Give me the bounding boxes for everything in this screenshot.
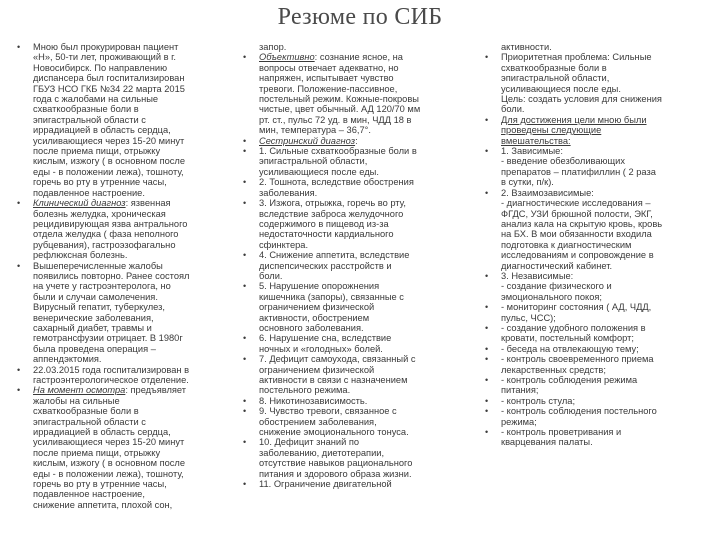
summary-paragraph <box>242 281 478 333</box>
paragraph-text: - создание физического и эмоционального покоя; <box>501 281 612 302</box>
paragraph-text: 10. Дефицит знаний по заболеванию, диетотерапии, отсутствие навыков рационального питания и здорового образа жизни. <box>259 437 413 479</box>
paragraph-text: 4. Снижение аппетита, вследствие диспепсических расстройств и боли. <box>259 250 410 281</box>
summary-paragraph <box>484 115 714 146</box>
summary-paragraph <box>484 375 714 396</box>
summary-paragraph <box>16 261 232 365</box>
summary-paragraph <box>484 52 714 94</box>
bullet-icon: • <box>17 385 21 396</box>
summary-paragraph <box>16 385 232 510</box>
summary-paragraph <box>242 354 478 396</box>
summary-paragraph <box>484 188 714 198</box>
paragraph-text: 7. Дефицит самоухода, связанный с ограничением физической активности в связи с назначением постельного режима. <box>259 354 416 396</box>
summary-paragraph <box>484 427 714 448</box>
bullet-icon: • <box>485 322 489 333</box>
summary-paragraph <box>242 198 478 250</box>
bullet-icon: • <box>17 364 21 375</box>
paragraph-text: Мною был прокурирован пациент «Н», 50-ти лет, проживающий в г. Новосибирск. По направлению диспансера был госпитализирован ГБУЗ НСО ГКБ №34 22 марта 2015 года с жалобами на сильные схваткообразные боли в эпигастральной области с иррадиацией в область сердца, усиливающиеся через 15-20 минут после приема пищи, отрыжку кислым, изжогу ( в основном после еды - в положении лежа), тошноту, горечь во рту в утренние часы, подавленное настроение. <box>33 42 186 198</box>
paragraph-text: : предъявляет жалобы на сильные схваткообразные боли в эпигастральной области с иррадиацией в область сердца, усиливающиеся через 15-20 минут после приема пищи, отрыжку кислым, изжогу ( в основном после еды - в положении лежа), тошноту, горечь во рту в утренние часы, подавленное настроение, снижение аппетита, плохой сон, <box>33 385 187 510</box>
paragraph-text: - контроль соблюдения постельного режима; <box>501 406 657 427</box>
paragraph-text: - введение обезболивающих препаратов – платифиллин ( 2 раза в сутки, п/к). <box>501 156 656 188</box>
paragraph-text: 2. Взаимозависимые: <box>501 187 594 198</box>
bullet-icon: • <box>485 114 489 125</box>
paragraph-text: : <box>355 135 358 146</box>
paragraph-heading: Клинический диагноз <box>33 198 126 209</box>
summary-paragraph <box>242 177 478 198</box>
bullet-icon: • <box>17 198 21 209</box>
paragraph-text: - контроль стула; <box>501 395 576 406</box>
bullet-icon: • <box>243 281 247 292</box>
bullet-icon: • <box>485 375 489 385</box>
bullet-icon: • <box>243 395 247 406</box>
summary-paragraph <box>484 271 714 281</box>
paragraph-heading: Сестринский диагноз <box>259 135 356 146</box>
bullet-icon: • <box>485 146 489 157</box>
summary-paragraph <box>484 344 714 354</box>
summary-paragraph <box>484 354 714 375</box>
summary-paragraph <box>16 42 232 198</box>
bullet-icon: • <box>243 52 247 63</box>
bullet-icon: • <box>243 146 247 157</box>
summary-paragraph <box>16 365 232 386</box>
paragraph-text: 6. Нарушение сна, вследствие ночных и «голодных» болей. <box>259 333 392 354</box>
paragraph-heading: На момент осмотра <box>33 385 126 396</box>
bullet-icon: • <box>485 270 489 281</box>
summary-paragraph <box>242 250 478 281</box>
paragraph-text: 5. Нарушение опорожнения кишечника (запоры), связанные с ограничением физической активности, обострением основного заболевания. <box>259 281 404 333</box>
bullet-icon: • <box>243 198 247 209</box>
paragraph-text: 8. Никотинозависимость. <box>259 395 368 406</box>
bullet-icon: • <box>243 406 247 417</box>
summary-paragraph <box>484 42 714 52</box>
summary-paragraph <box>484 198 714 271</box>
summary-paragraph <box>242 396 478 406</box>
paragraph-text: : язвенная болезнь желудка, хроническая рецидивирующая язва антрального отдела желудка ( фаза неполного рубцевания), гастроэзофагально рефлюксная болезнь. <box>33 198 188 261</box>
paragraph-text: Для достижения цели мною были проведены следующие вмешательства: <box>501 114 647 146</box>
paragraph-text: 2. Тошнота, вследствие обострения заболевания. <box>259 177 414 198</box>
summary-paragraph <box>16 198 232 260</box>
paragraph-text: - контроль соблюдения режима питания; <box>501 375 638 396</box>
summary-column-1 <box>16 42 232 538</box>
paragraph-text: 22.03.2015 года госпитализирован в гастроэнтерологическое отделение. <box>33 364 190 385</box>
bullet-icon: • <box>485 395 489 406</box>
summary-paragraph <box>484 396 714 406</box>
bullet-icon: • <box>485 52 489 63</box>
paragraph-text: : сознание ясное, на вопросы отвечает адекватно, но напряжен, испытывает чувство тревоги. Положение-пассивное, постельный режим. Кожные-покровы чистые, цвет обычный. АД 120/70 мм рт. ст., пульс 72 уд. в мин, ЧДД 18 в мин, температура – 36,7°. <box>259 52 421 136</box>
bullet-icon: • <box>485 406 489 417</box>
summary-paragraph <box>484 156 714 187</box>
bullet-icon: • <box>485 427 489 438</box>
paragraph-text: 1. Зависимые: <box>501 146 563 157</box>
summary-paragraph <box>242 146 478 177</box>
summary-paragraph <box>484 323 714 344</box>
summary-paragraph <box>484 281 714 302</box>
paragraph-heading: Объективно <box>259 52 315 63</box>
bullet-icon: • <box>243 333 247 344</box>
bullet-icon: • <box>485 354 489 365</box>
summary-paragraph <box>484 406 714 427</box>
bullet-icon: • <box>243 250 247 261</box>
bullet-icon: • <box>17 260 21 271</box>
summary-paragraph <box>242 136 478 146</box>
bullet-icon: • <box>17 42 21 52</box>
bullet-icon: • <box>243 177 247 188</box>
bullet-icon: • <box>243 479 247 490</box>
paragraph-text: - контроль своевременного приема лекарственных средств; <box>501 354 654 375</box>
paragraph-text: 1. Сильные схваткообразные боли в эпигастральной области, усиливающиеся после еды. <box>259 146 417 177</box>
paragraph-text: Приоритетная проблема: Сильные схваткообразные боли в эпигастральной области, усиливающиеся после еды. <box>501 52 652 94</box>
summary-paragraph <box>484 94 714 115</box>
summary-paragraph <box>242 479 478 489</box>
summary-paragraph <box>484 146 714 156</box>
paragraph-text: 9. Чувство тревоги, связанное с обострением заболевания, снижение эмоционального тонуса. <box>259 406 409 438</box>
paragraph-text: запор. <box>259 42 287 52</box>
paragraph-text: 3. Изжога, отрыжка, горечь во рту, вследствие заброса желудочного содержимого в пищевод из-за недостаточности кардиального сфинктера. <box>259 198 406 250</box>
summary-paragraph <box>484 302 714 323</box>
paragraph-text: 3. Независимые: <box>501 270 574 281</box>
summary-paragraph <box>242 52 478 135</box>
paragraph-text: - мониторинг состояния ( АД, ЧДД, пульс, ЧСС); <box>501 302 652 323</box>
paragraph-text: - контроль проветривания и кварцевания палаты. <box>501 427 622 448</box>
slide-title: Резюме по СИБ <box>277 4 443 30</box>
summary-column-2 <box>242 42 478 538</box>
summary-paragraph <box>242 437 478 479</box>
paragraph-text: - создание удобного положения в кровати, постельный комфорт; <box>501 322 646 344</box>
summary-paragraph <box>242 333 478 354</box>
paragraph-text: активности. <box>501 42 552 52</box>
bullet-icon: • <box>485 187 489 198</box>
bullet-icon: • <box>243 354 247 365</box>
paragraph-text: Вышеперечисленные жалобы появились повторно. Ранее состоял на учете у гастроэнтеролога, но были и случаи самолечения. Вирусный гепатит, туберкулез, венерические заболевания, сахарный диабет, травмы и гемотрансфузии отрицает. В 1980г была проведена операция – аппендэктомия. <box>33 260 190 365</box>
bullet-icon: • <box>243 135 247 146</box>
bullet-icon: • <box>485 343 489 354</box>
summary-column-3 <box>484 42 714 538</box>
bullet-icon: • <box>485 302 489 313</box>
paragraph-text: - диагностические исследования – ФГДС, УЗИ брюшной полости, ЭКГ, анализ кала на скрытую кровь, кровь на БХ. В мои обязанности входила подготовка к диагностическим исследованиям и сопровождение в диагностический кабинет. <box>501 198 663 271</box>
summary-paragraph <box>242 406 478 437</box>
summary-paragraph <box>242 42 478 52</box>
paragraph-text: Цель: создать условия для снижения боли. <box>501 94 662 115</box>
paragraph-text: - беседа на отвлекающую тему; <box>501 343 639 354</box>
paragraph-text: 11. Ограничение двигательной <box>259 479 392 490</box>
bullet-icon: • <box>243 437 247 448</box>
